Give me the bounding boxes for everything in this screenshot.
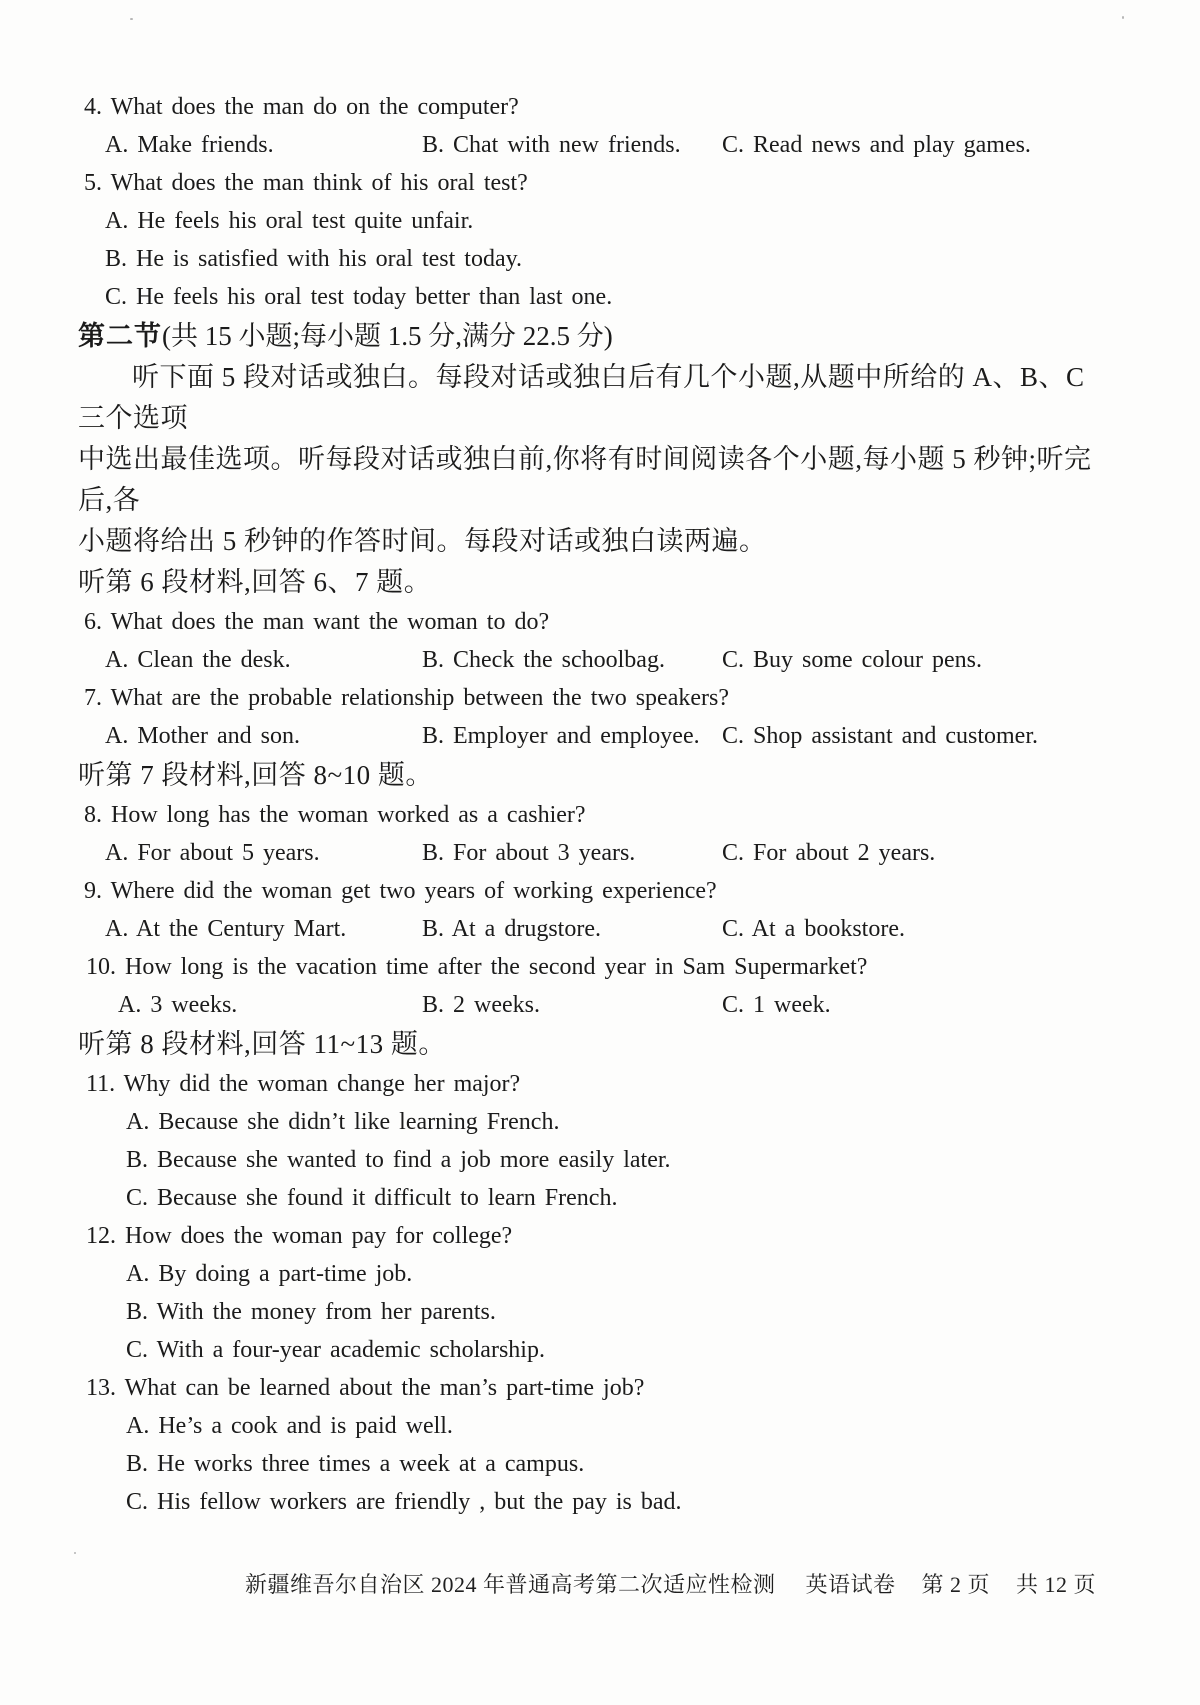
option-8c: C. For about 2 years.: [722, 840, 936, 866]
option-7b: B. Employer and employee.: [422, 723, 700, 749]
question-6-text: 6. What does the man want the woman to do?: [84, 609, 550, 635]
option-8b: B. For about 3 years.: [422, 840, 636, 866]
option-12b: B. With the money from her parents.: [126, 1299, 496, 1325]
option-6b: B. Check the schoolbag.: [422, 647, 665, 673]
question-4-options: [78, 126, 1118, 164]
instruction-line-2: 中选出最佳选项。听每段对话或独白前,你将有时间阅读各个小题,每小题 5 秒钟;听完后,各: [78, 444, 1092, 515]
option-4b: B. Chat with new friends.: [422, 132, 681, 158]
option-12a: A. By doing a part-time job.: [126, 1261, 413, 1287]
option-10b: B. 2 weeks.: [422, 992, 540, 1018]
question-8-options: [78, 834, 1118, 872]
option-9b: B. At a drugstore.: [422, 916, 601, 942]
scan-speckle: [1122, 16, 1124, 19]
option-12c: C. With a four-year academic scholarship.: [126, 1337, 545, 1363]
option-7c: C. Shop assistant and customer.: [722, 723, 1038, 749]
option-4c: C. Read news and play games.: [722, 132, 1031, 158]
option-4a: A. Make friends.: [105, 132, 274, 158]
option-8a: A. For about 5 years.: [105, 840, 320, 866]
question-4-text: 4. What does the man do on the computer?: [84, 94, 519, 120]
question-5-text: 5. What does the man think of his oral test?: [84, 170, 528, 196]
footer-total-pages: 共 12 页: [1016, 1572, 1097, 1597]
question-11-options: [78, 1103, 1118, 1217]
question-5-options: [78, 202, 1118, 316]
option-11b: B. Because she wanted to find a job more easily later.: [126, 1147, 671, 1173]
footer-page-number: 第 2 页: [921, 1572, 991, 1597]
option-13a: A. He’s a cook and is paid well.: [126, 1413, 453, 1439]
question-9-text: 9. Where did the woman get two years of working experience?: [84, 878, 717, 904]
option-5b: B. He is satisfied with his oral test today.: [105, 246, 523, 272]
option-10c: C. 1 week.: [722, 992, 831, 1018]
question-7-text: 7. What are the probable relationship between the two speakers?: [84, 685, 729, 711]
material-note-7: 听第 7 段材料,回答 8~10 题。: [78, 760, 433, 790]
option-6c: C. Buy some colour pens.: [722, 647, 982, 673]
scan-speckle: [74, 1552, 76, 1554]
question-10-options: [78, 986, 1118, 1024]
instruction-line-3: 小题将给出 5 秒钟的作答时间。每段对话或独白读两遍。: [78, 526, 767, 556]
footer-paper-name: 英语试卷: [805, 1572, 896, 1597]
question-12-text: 12. How does the woman pay for college?: [86, 1223, 513, 1249]
material-note-6: 听第 6 段材料,回答 6、7 题。: [78, 567, 432, 597]
option-13c: C. His fellow workers are friendly , but the pay is bad.: [126, 1489, 682, 1515]
question-9-options: [78, 910, 1118, 948]
section-2-heading: [78, 316, 1118, 357]
question-10-text: 10. How long is the vacation time after the second year in Sam Supermarket?: [86, 954, 868, 980]
question-11-text: 11. Why did the woman change her major?: [86, 1071, 521, 1097]
option-13b: B. He works three times a week at a campus.: [126, 1451, 585, 1477]
instruction-line-1: 听下面 5 段对话或独白。每段对话或独白后有几个小题,从题中所给的 A、B、C 三个选项: [78, 362, 1085, 433]
question-12-options: [78, 1255, 1118, 1369]
option-5a: A. He feels his oral test quite unfair.: [105, 208, 474, 234]
option-9a: A. At the Century Mart.: [105, 916, 347, 942]
section-2-heading-title: 第二节: [78, 321, 162, 351]
option-6a: A. Clean the desk.: [105, 647, 291, 673]
question-6-options: [78, 641, 1118, 679]
option-7a: A. Mother and son.: [105, 723, 300, 749]
scan-speckle: [130, 18, 133, 20]
option-9c: C. At a bookstore.: [722, 916, 905, 942]
question-13-options: [78, 1407, 1118, 1521]
question-13-text: 13. What can be learned about the man’s part-time job?: [86, 1375, 645, 1401]
section-2-heading-score: (共 15 小题;每小题 1.5 分,满分 22.5 分): [162, 321, 613, 351]
page-footer: [245, 1572, 1096, 1598]
option-11c: C. Because she found it difficult to learn French.: [126, 1185, 618, 1211]
option-5c: C. He feels his oral test today better than last one.: [105, 284, 613, 310]
footer-exam-title: 新疆维吾尔自治区 2024 年普通高考第二次适应性检测: [245, 1572, 776, 1597]
option-10a: A. 3 weeks.: [118, 992, 238, 1018]
material-note-8: 听第 8 段材料,回答 11~13 题。: [78, 1029, 446, 1059]
option-11a: A. Because she didn’t like learning French.: [126, 1109, 560, 1135]
question-7-options: [78, 717, 1118, 755]
question-8-text: 8. How long has the woman worked as a cashier?: [84, 802, 586, 828]
